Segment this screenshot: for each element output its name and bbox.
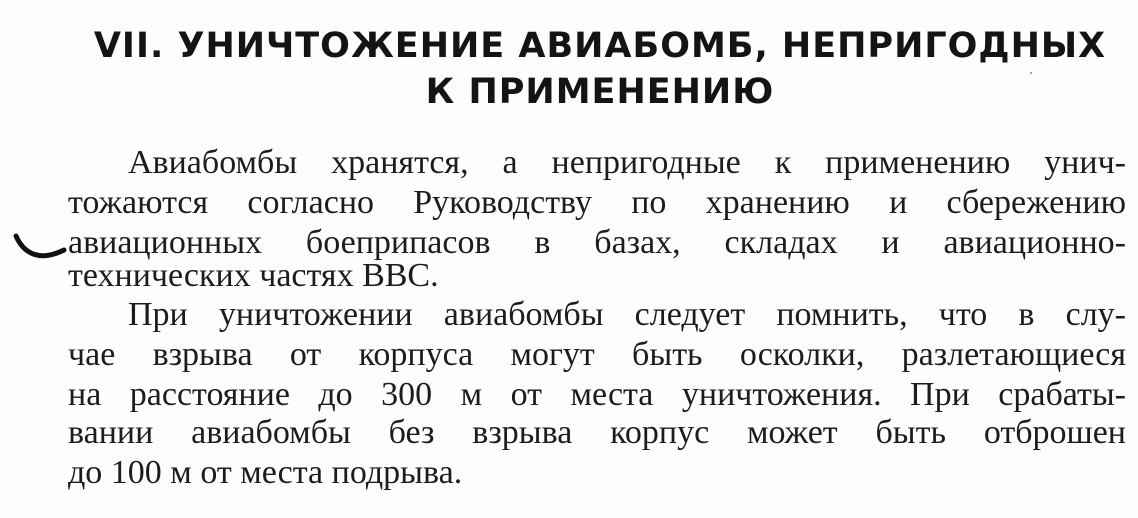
paragraph-line: до 100 м от места подрыва. xyxy=(68,454,463,491)
paragraph-line: чае взрыва от корпуса могут быть осколки, разлетающиеся xyxy=(68,336,1126,373)
margin-checkmark-icon xyxy=(12,228,70,268)
paragraph-line: тожаются согласно Руководству по хранению и сбережению xyxy=(68,184,1126,221)
paragraph-line: При уничтожении авиабомбы следует помнить, что в слу- xyxy=(128,296,1126,333)
section-title-line-1: VII. УНИЧТОЖЕНИЕ АВИАБОМБ, НЕПРИГОДНЫХ xyxy=(93,26,1107,66)
paragraph-line: авиационных боеприпасов в базах, складах и авиационно- xyxy=(68,224,1126,261)
paragraph-line: Авиабомбы хранятся, а непригодные к применению унич- xyxy=(128,144,1126,181)
paragraph-line: технических частях ВВС. xyxy=(68,257,439,294)
paragraph-line: на расстояние до 300 м от места уничтожения. При срабаты- xyxy=(68,376,1126,413)
paragraph-line: вании авиабомбы без взрыва корпус может быть отброшен xyxy=(68,414,1126,451)
section-title-line-2: К ПРИМЕНЕНИЮ xyxy=(425,72,775,112)
